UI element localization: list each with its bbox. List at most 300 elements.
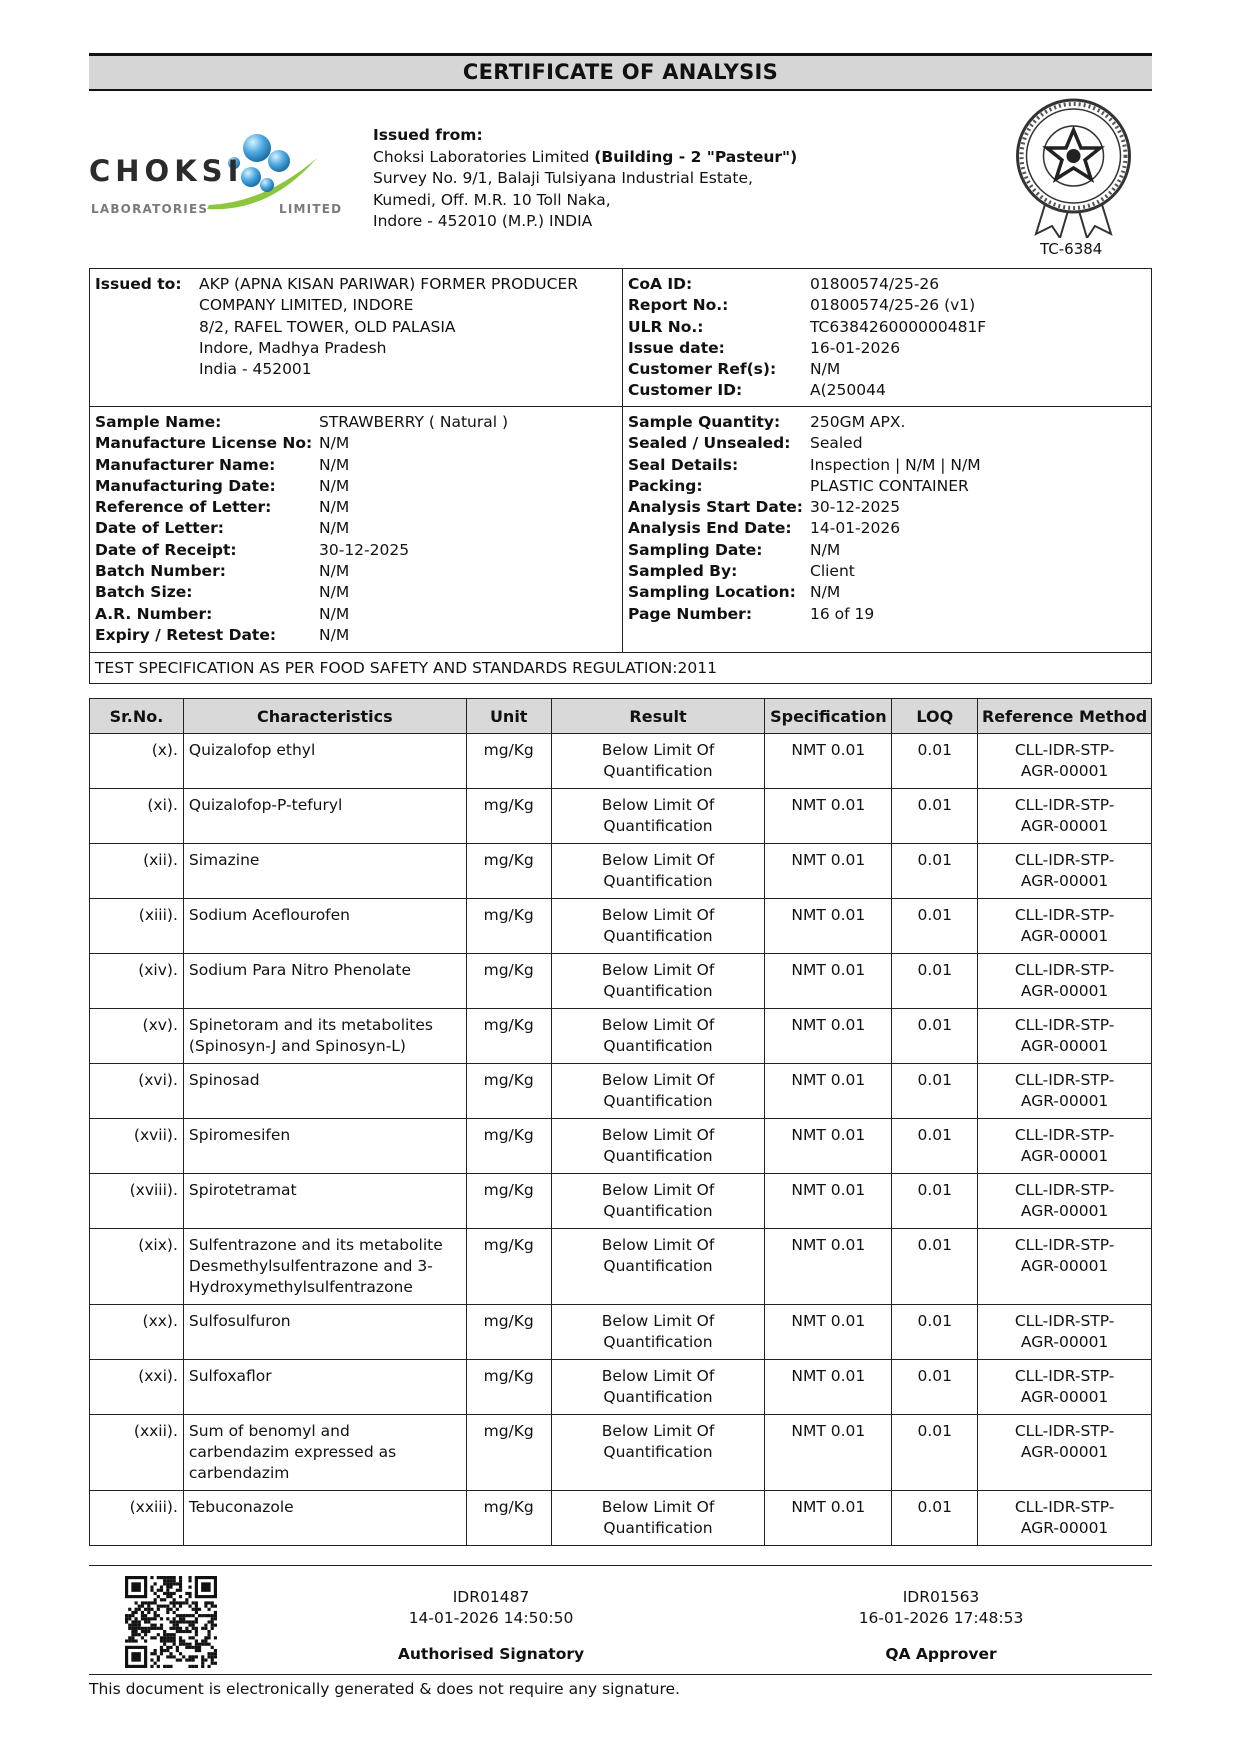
report-info-row [628,274,986,295]
sr-cell: (xvi). [90,1064,184,1119]
result-cell-line: Below Limit Of [601,961,715,979]
signatory-id: IDR01487 [452,1588,530,1606]
reference-method-cell-line: AGR-00001 [1020,817,1109,835]
reference-method-cell-line: AGR-00001 [1020,1037,1109,1055]
accreditation-seal-icon [1012,98,1135,238]
characteristic-cell-line: carbendazim expressed as [188,1443,397,1461]
report-info-value: 01800574/25-26 (v1) [810,296,976,315]
sample-detail-value: STRAWBERRY ( Natural ) [319,413,509,431]
loq-cell: 0.01 [892,1491,978,1546]
logo-word-laboratories: LABORATORIES [91,202,209,216]
loq-cell: 0.01 [892,1415,978,1491]
report-info-value: N/M [810,360,841,379]
characteristic-cell-line: Tebuconazole [188,1498,294,1516]
reference-method-cell-line: AGR-00001 [1020,1092,1109,1110]
result-cell [551,1009,765,1064]
result-cell [551,899,765,954]
logo-word-limited: LIMITED [279,202,343,216]
sample-detail-row [628,476,981,497]
sample-detail-row [95,433,508,454]
table-row [90,1360,1152,1415]
sample-detail-value: N/M [810,583,841,602]
sample-detail-row [628,582,981,603]
report-info-value: A(250044 [810,381,886,400]
sample-detail-row [628,412,981,433]
sample-detail-key: Manufacturer Name: [95,455,276,474]
sample-detail-value: 14-01-2026 [810,519,901,538]
reference-method-cell-line: CLL-IDR-STP- [1014,1016,1115,1034]
issued-to-box [89,268,1152,407]
result-cell-line: Quantification [603,1443,713,1461]
sr-cell: (xix). [90,1229,184,1305]
result-cell [551,844,765,899]
characteristic-cell-line: Simazine [188,851,260,869]
column-header: Result [551,699,765,734]
result-cell-line: Quantification [603,1147,713,1165]
specification-cell: NMT 0.01 [765,954,892,1009]
reference-method-cell-line: CLL-IDR-STP- [1014,1236,1115,1254]
reference-method-cell-line: CLL-IDR-STP- [1014,741,1115,759]
sample-detail-row [95,582,508,603]
table-row [90,1009,1152,1064]
unit-cell: mg/Kg [466,1415,551,1491]
test-specification-box [89,652,1152,684]
characteristic-cell [183,734,466,789]
issued-to-line: Indore, Madhya Pradesh [199,338,387,357]
result-cell-line: Quantification [603,1519,713,1537]
result-cell [551,789,765,844]
characteristic-cell-line: Spirotetramat [188,1181,297,1199]
loq-cell: 0.01 [892,1360,978,1415]
result-cell-line: Below Limit Of [601,1367,715,1385]
specification-cell: NMT 0.01 [765,1360,892,1415]
sr-cell: (x). [90,734,184,789]
unit-cell: mg/Kg [466,734,551,789]
sample-detail-value: N/M [319,498,350,517]
reference-method-cell-line: CLL-IDR-STP- [1014,1181,1115,1199]
issued-to-line: AKP (APNA KISAN PARIWAR) FORMER PRODUCER [199,275,579,293]
loq-cell: 0.01 [892,1229,978,1305]
reference-method-cell [978,1119,1152,1174]
reference-method-cell-line: CLL-IDR-STP- [1014,796,1115,814]
sample-detail-row [95,412,508,433]
issued-to-line: COMPANY LIMITED, INDORE [199,296,414,315]
result-cell-line: Below Limit Of [601,1422,715,1440]
result-cell-line: Below Limit Of [601,1071,715,1089]
table-row [90,1415,1152,1491]
unit-cell: mg/Kg [466,954,551,1009]
characteristic-cell-line: Sum of benomyl and [188,1422,350,1440]
sample-detail-value: Inspection | N/M | N/M [810,455,981,474]
sample-detail-row [95,497,508,518]
result-cell [551,1229,765,1305]
report-info-value: 16-01-2026 [810,338,901,357]
disclaimer-text: This document is electronically generated & does not require any signature. [89,1680,680,1698]
sample-detail-value: N/M [319,455,350,474]
characteristic-cell-line: Sulfoxaflor [188,1367,272,1385]
loq-cell: 0.01 [892,734,978,789]
characteristic-cell-line: Quizalofop-P-tefuryl [188,796,343,814]
sr-cell: (xxi). [90,1360,184,1415]
table-row [90,789,1152,844]
result-cell [551,734,765,789]
sample-detail-key: Analysis End Date: [628,519,792,538]
sample-detail-row [95,625,508,646]
characteristic-cell [183,789,466,844]
sample-detail-value: Client [810,562,855,581]
test-specification-text: TEST SPECIFICATION AS PER FOOD SAFETY AND STANDARDS REGULATION:2011 [95,659,717,677]
report-info-value: 01800574/25-26 [810,275,940,293]
reference-method-cell-line: AGR-00001 [1020,982,1109,1000]
reference-method-cell-line: AGR-00001 [1020,1202,1109,1220]
sr-cell: (xii). [90,844,184,899]
unit-cell: mg/Kg [466,1229,551,1305]
specification-cell: NMT 0.01 [765,1009,892,1064]
reference-method-cell-line: CLL-IDR-STP- [1014,851,1115,869]
reference-method-cell-line: CLL-IDR-STP- [1014,961,1115,979]
characteristic-cell-line: Sulfosulfuron [188,1312,291,1330]
logo-word-choksi: CHOKSI [89,154,244,188]
result-cell-line: Below Limit Of [601,1498,715,1516]
characteristic-cell [183,1415,466,1491]
loq-cell: 0.01 [892,789,978,844]
sample-detail-key: Sealed / Unsealed: [628,434,791,453]
characteristic-cell [183,1229,466,1305]
unit-cell: mg/Kg [466,844,551,899]
unit-cell: mg/Kg [466,1360,551,1415]
issued-from-company: Choksi Laboratories Limited [373,147,595,166]
characteristic-cell-line: Desmethylsulfentrazone and 3- [188,1257,433,1275]
reference-method-cell-line: CLL-IDR-STP- [1014,1498,1115,1516]
result-cell [551,954,765,1009]
sr-cell: (xxii). [90,1415,184,1491]
specification-cell: NMT 0.01 [765,789,892,844]
column-header: Specification [765,699,892,734]
reference-method-cell-line: AGR-00001 [1020,1257,1109,1275]
specification-cell: NMT 0.01 [765,1229,892,1305]
choksi-logo [89,133,344,223]
table-row [90,899,1152,954]
issued-to-line: India - 452001 [199,360,312,379]
reference-method-cell-line: CLL-IDR-STP- [1014,1367,1115,1385]
result-cell-line: Below Limit Of [601,906,715,924]
report-info-key: CoA ID: [628,275,693,293]
footer-divider [89,1674,1152,1675]
issued-from-label: Issued from: [373,126,483,144]
unit-cell: mg/Kg [466,1305,551,1360]
sample-detail-value: 16 of 19 [810,604,875,623]
sample-detail-value: N/M [319,519,350,538]
sr-cell: (xi). [90,789,184,844]
characteristic-cell-line: carbendazim [188,1464,290,1482]
sample-detail-value: 250GM APX. [810,413,906,431]
sample-detail-row [628,497,981,518]
result-cell-line: Quantification [603,817,713,835]
table-header-row [90,699,1152,734]
sample-detail-key: Manufacturing Date: [95,476,276,495]
sample-detail-value: N/M [319,625,350,644]
table-row [90,1174,1152,1229]
signatory-role: QA Approver [885,1645,997,1663]
issued-to-address [199,274,578,380]
result-cell-line: Quantification [603,1037,713,1055]
specification-cell: NMT 0.01 [765,1119,892,1174]
characteristic-cell-line: Spinetoram and its metabolites [188,1016,434,1034]
reference-method-cell-line: AGR-00001 [1020,1333,1109,1351]
unit-cell: mg/Kg [466,1174,551,1229]
reference-method-cell [978,899,1152,954]
characteristic-cell-line: Hydroxymethylsulfentrazone [188,1278,413,1296]
reference-method-cell [978,1229,1152,1305]
sample-detail-row [628,518,981,539]
reference-method-cell [978,1305,1152,1360]
reference-method-cell-line: AGR-00001 [1020,1443,1109,1461]
result-cell-line: Below Limit Of [601,741,715,759]
result-cell-line: Quantification [603,1092,713,1110]
result-cell-line: Quantification [603,872,713,890]
specification-cell: NMT 0.01 [765,734,892,789]
reference-method-cell [978,789,1152,844]
specification-cell: NMT 0.01 [765,1305,892,1360]
qr-code-icon [125,1576,217,1668]
result-cell-line: Below Limit Of [601,1236,715,1254]
reference-method-cell [978,1360,1152,1415]
sample-detail-row [628,604,981,625]
signatory-datetime: 14-01-2026 14:50:50 [408,1609,574,1627]
loq-cell: 0.01 [892,1119,978,1174]
column-header: Sr.No. [90,699,184,734]
sample-detail-value: 30-12-2025 [319,540,410,559]
sample-detail-key: Batch Size: [95,583,193,602]
characteristic-cell [183,1491,466,1546]
issued-to-line: 8/2, RAFEL TOWER, OLD PALASIA [199,317,456,336]
characteristic-cell [183,1174,466,1229]
unit-cell: mg/Kg [466,1009,551,1064]
result-cell-line: Quantification [603,1388,713,1406]
sample-detail-value: N/M [319,476,350,495]
report-info-key: Issue date: [628,338,725,357]
issued-from-line1 [373,147,797,169]
table-row [90,1491,1152,1546]
characteristic-cell-line: Sodium Para Nitro Phenolate [188,961,412,979]
result-cell [551,1491,765,1546]
sr-cell: (xv). [90,1009,184,1064]
unit-cell: mg/Kg [466,789,551,844]
result-cell [551,1415,765,1491]
report-info-key: Customer ID: [628,381,743,400]
reference-method-cell-line: CLL-IDR-STP- [1014,1126,1115,1144]
specification-cell: NMT 0.01 [765,1064,892,1119]
report-info-row [628,295,986,316]
results-table-body [90,734,1152,1546]
reference-method-cell-line: AGR-00001 [1020,927,1109,945]
report-info-key: Report No.: [628,296,729,315]
sample-detail-key: Reference of Letter: [95,498,272,517]
sample-detail-row [95,561,508,582]
sample-detail-value: PLASTIC CONTAINER [810,476,969,495]
specification-cell: NMT 0.01 [765,899,892,954]
results-table [89,698,1152,1546]
characteristic-cell [183,1305,466,1360]
loq-cell: 0.01 [892,844,978,899]
specification-cell: NMT 0.01 [765,1415,892,1491]
sr-cell: (xx). [90,1305,184,1360]
sample-left-block [95,412,508,646]
signatory-datetime: 16-01-2026 17:48:53 [858,1609,1024,1627]
column-header: Characteristics [183,699,466,734]
loq-cell: 0.01 [892,1174,978,1229]
sample-detail-key: Expiry / Retest Date: [95,625,277,644]
result-cell-line: Quantification [603,982,713,1000]
characteristic-cell [183,1119,466,1174]
report-info-row [628,380,986,401]
reference-method-cell-line: CLL-IDR-STP- [1014,1312,1115,1330]
reference-method-cell-line: CLL-IDR-STP- [1014,1071,1115,1089]
result-cell-line: Below Limit Of [601,851,715,869]
result-cell-line: Below Limit Of [601,1181,715,1199]
sample-right-block [628,412,981,625]
sample-detail-key: Batch Number: [95,562,226,581]
result-cell-line: Below Limit Of [601,1126,715,1144]
result-cell-line: Quantification [603,762,713,780]
result-cell-line: Quantification [603,1202,713,1220]
reference-method-cell [978,1415,1152,1491]
sample-detail-value: N/M [319,583,350,602]
issued-to-label: Issued to: [95,275,182,293]
specification-cell: NMT 0.01 [765,1491,892,1546]
report-info-row [628,359,986,380]
sample-detail-key: Sampling Date: [628,540,763,559]
reference-method-cell-line: AGR-00001 [1020,872,1109,890]
characteristic-cell [183,899,466,954]
unit-cell: mg/Kg [466,1064,551,1119]
table-row [90,1229,1152,1305]
specification-cell: NMT 0.01 [765,1174,892,1229]
issued-from-line2: Survey No. 9/1, Balaji Tulsiyana Industrial Estate, [373,169,753,187]
sample-detail-row [628,540,981,561]
report-info-block [628,274,986,402]
signatory-id: IDR01563 [902,1588,980,1606]
report-info-key: ULR No.: [628,317,704,336]
table-row [90,954,1152,1009]
sr-cell: (xvii). [90,1119,184,1174]
qa-approver-block [791,1587,1091,1665]
sample-detail-value: 30-12-2025 [810,498,901,517]
sample-detail-row [628,455,981,476]
signatory-role: Authorised Signatory [397,1645,585,1663]
reference-method-cell-line: AGR-00001 [1020,1519,1109,1537]
unit-cell: mg/Kg [466,1119,551,1174]
issued-from-line4: Indore - 452010 (M.P.) INDIA [373,212,593,230]
reference-method-cell [978,844,1152,899]
issued-to-block [95,274,578,380]
sample-detail-key: Packing: [628,476,703,495]
table-row [90,1119,1152,1174]
result-cell [551,1305,765,1360]
loq-cell: 0.01 [892,899,978,954]
reference-method-cell-line: CLL-IDR-STP- [1014,1422,1115,1440]
reference-method-cell [978,734,1152,789]
table-row [90,1305,1152,1360]
sample-detail-key: Sample Name: [95,413,222,431]
result-cell [551,1064,765,1119]
sample-detail-row [95,455,508,476]
specification-cell: NMT 0.01 [765,844,892,899]
characteristic-cell [183,1360,466,1415]
result-cell [551,1119,765,1174]
sr-cell: (xviii). [90,1174,184,1229]
reference-method-cell-line: CLL-IDR-STP- [1014,906,1115,924]
characteristic-cell [183,954,466,1009]
sample-detail-key: Seal Details: [628,455,739,474]
characteristic-cell-line: Sulfentrazone and its metabolite [188,1236,443,1254]
column-header: Unit [466,699,551,734]
sample-detail-key: Manufacture License No: [95,434,313,453]
sample-detail-value: Sealed [810,434,863,453]
result-cell-line: Below Limit Of [601,1016,715,1034]
unit-cell: mg/Kg [466,899,551,954]
characteristic-cell-line: Spinosad [188,1071,260,1089]
sample-detail-key: Date of Letter: [95,519,224,538]
characteristic-cell [183,844,466,899]
result-cell [551,1174,765,1229]
report-info-value: TC638426000000481F [810,317,987,336]
column-header: LOQ [892,699,978,734]
loq-cell: 0.01 [892,1009,978,1064]
sample-detail-row [95,604,508,625]
report-info-row [628,317,986,338]
sample-detail-key: Analysis Start Date: [628,498,803,517]
characteristic-cell-line: (Spinosyn-J and Spinosyn-L) [188,1037,406,1055]
issued-from-block [373,125,797,233]
loq-cell: 0.01 [892,1064,978,1119]
report-info-row [628,338,986,359]
characteristic-cell-line: Quizalofop ethyl [188,741,316,759]
characteristic-cell-line: Sodium Aceflourofen [188,906,350,924]
sample-detail-row [628,433,981,454]
reference-method-cell-line: AGR-00001 [1020,762,1109,780]
sample-detail-row [95,476,508,497]
result-cell-line: Below Limit Of [601,796,715,814]
unit-cell: mg/Kg [466,1491,551,1546]
reference-method-cell-line: AGR-00001 [1020,1388,1109,1406]
sample-detail-key: Page Number: [628,604,753,623]
sr-cell: (xxiii). [90,1491,184,1546]
result-cell [551,1360,765,1415]
sample-detail-row [628,561,981,582]
sample-detail-value: N/M [319,434,350,453]
characteristic-cell-line: Spiromesifen [188,1126,291,1144]
sample-detail-key: Sampling Location: [628,583,796,602]
result-cell-line: Below Limit Of [601,1312,715,1330]
accreditation-code: TC-6384 [1040,240,1103,258]
result-cell-line: Quantification [603,1333,713,1351]
report-info-key: Customer Ref(s): [628,360,777,379]
reference-method-cell [978,954,1152,1009]
sample-detail-key: A.R. Number: [95,604,213,623]
sample-detail-key: Date of Receipt: [95,540,237,559]
reference-method-cell-line: AGR-00001 [1020,1147,1109,1165]
sample-detail-value: N/M [319,562,350,581]
column-header: Reference Method [978,699,1152,734]
loq-cell: 0.01 [892,954,978,1009]
issued-from-line3: Kumedi, Off. M.R. 10 Toll Naka, [373,190,611,209]
sample-detail-row [95,518,508,539]
table-row [90,1064,1152,1119]
sr-cell: (xiii). [90,899,184,954]
sample-detail-value: N/M [810,540,841,559]
result-cell-line: Quantification [603,927,713,945]
